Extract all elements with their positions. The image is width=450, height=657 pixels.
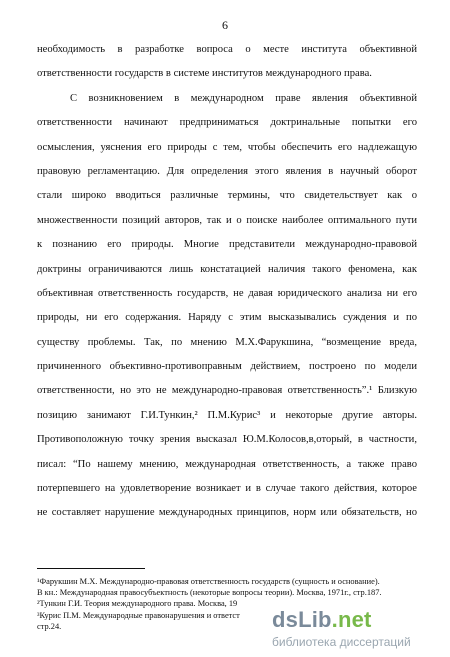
footnote-line: стр.24.: [37, 621, 62, 631]
text-line: природы, ни его содержания. Наряду с этим высказывались суждения и по: [37, 312, 417, 324]
text-line: Противоположную точку зрения высказал Ю.М.Колосов,в,оторый, в частности,: [37, 434, 417, 446]
page-number: 6: [222, 18, 228, 32]
text-line: правовую регламентацию. Для определения этого явления в научный оборот: [37, 165, 417, 177]
text-line: объективная ответственность государств, не давая юридического анализа ни его: [37, 287, 417, 299]
text-line: причиненного объективно-противоправным действием, построено по модели: [37, 361, 417, 373]
text-line: позицию занимают Г.И.Тункин,² П.М.Курис³ и некоторые другие авторы.: [37, 409, 417, 421]
text-line: С возникновением в международном праве явления объективной: [70, 92, 417, 104]
footnote-line: ²Тункин Г.И. Теория международного права. Москва, 19: [37, 599, 238, 609]
text-line: ответственности государств в системе институтов международного права.: [37, 68, 372, 80]
text-line: потерпевшего на удовлетворение возникает и в случае такого действия, которое: [37, 483, 417, 495]
footnote-line: В кн.: Международная правосубъектность (некоторые вопросы теории). Москва, 1971г., стр.187.: [37, 588, 382, 598]
main-text: [37, 38, 417, 526]
text-line: множественности позиций авторов, так и о поиске наиболее оптимального пути: [37, 214, 417, 226]
watermark-logo: [272, 607, 372, 633]
watermark-tagline: библиотека диссертаций: [272, 635, 411, 649]
watermark: [262, 604, 450, 657]
text-line: существу проблемы. Так, по мнению М.Х.Фарукшина, “возмещение вреда,: [37, 336, 417, 348]
footnote-separator: [37, 568, 145, 569]
text-line: к познанию его природы. Многие представители международно-правовой: [37, 239, 417, 251]
text-line: ответственности начинают предприниматься доктринальные попытки его: [37, 117, 417, 129]
text-line: ответственности, но это не международно-правовая ответственность”.¹ Близкую: [37, 385, 417, 397]
text-line: не составляет нарушение международных принципов, норм или обязательств, но: [37, 507, 417, 519]
watermark-logo-main: dsLib: [272, 607, 332, 632]
text-line: осмысления, уяснения его природы с тем, чтобы обеспечить его надлежащую: [37, 141, 417, 153]
watermark-logo-suffix: .net: [331, 607, 372, 632]
footnote-line: ³Курис П.М. Международные правонарушения и ответст: [37, 610, 240, 620]
text-line: стали широко вводиться различные термины, что свидетельствует как о: [37, 190, 417, 202]
text-line: необходимость в разработке вопроса о месте института объективной: [37, 44, 417, 55]
text-line: писал: “По нашему мнению, международная ответственность, а также право: [37, 458, 417, 470]
text-line: доктрины ограничиваются лишь констатацией наличия такого феномена, как: [37, 263, 417, 275]
footnote-line: ¹Фарукшин М.Х. Международно-правовая ответственность государств (сущность и основание).: [37, 577, 380, 586]
